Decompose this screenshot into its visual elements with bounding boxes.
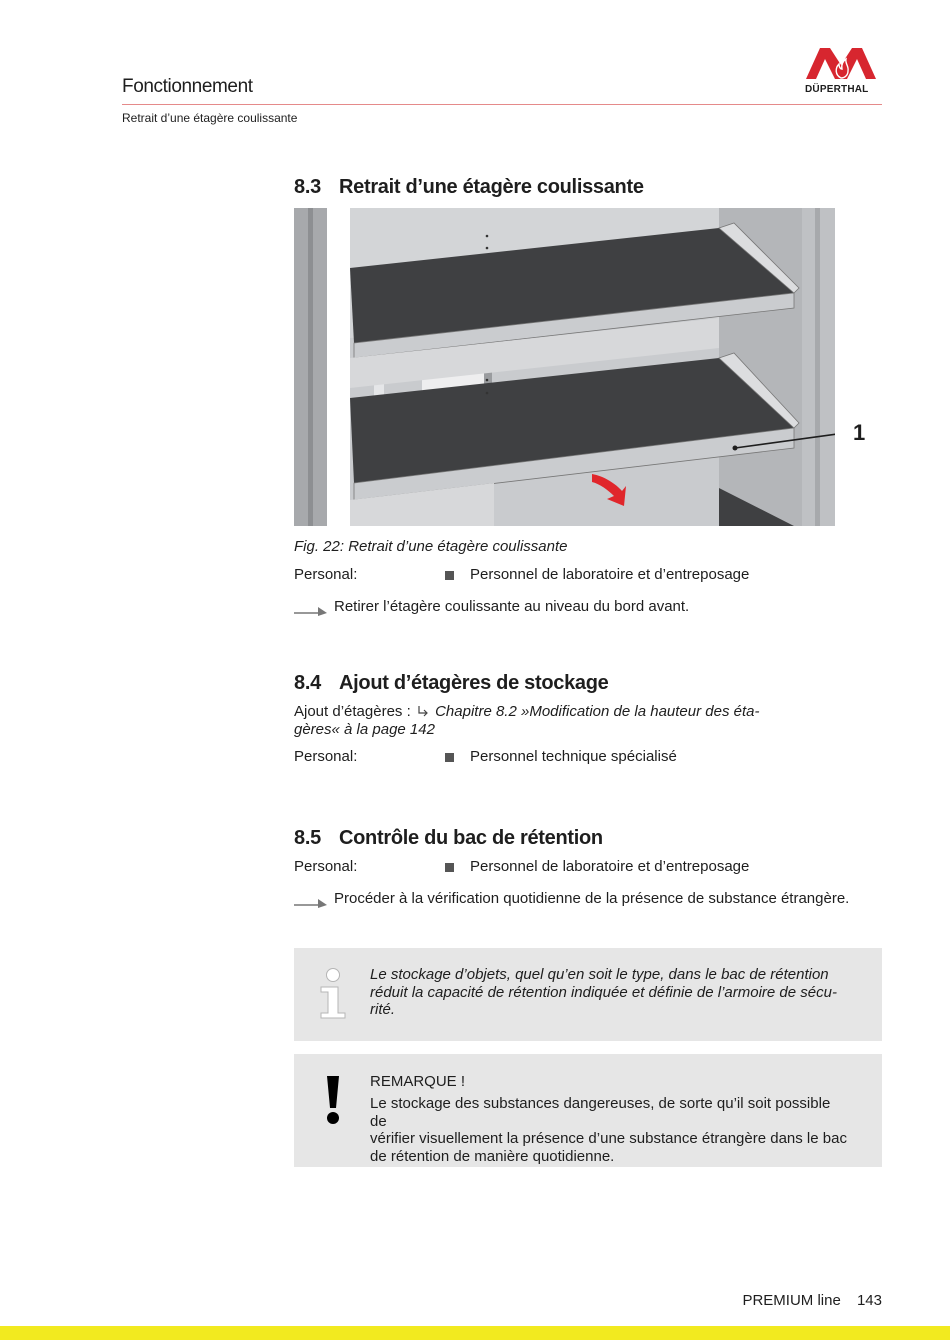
product-name: PREMIUM line xyxy=(742,1292,841,1309)
step-text: Retirer l’étagère coulissante au niveau du bord avant. xyxy=(334,598,690,615)
figure-callout-number: 1 xyxy=(853,420,866,445)
info-box xyxy=(294,948,882,1041)
header-divider xyxy=(122,104,882,105)
info-text-line: rité. xyxy=(370,1001,396,1018)
brand-logo xyxy=(802,45,880,97)
step-arrow-icon xyxy=(294,606,328,616)
note-text-line: de rétention de manière quotidienne. xyxy=(370,1147,615,1165)
note-box xyxy=(294,1054,882,1167)
step-text: Procéder à la vérification quotidienne de la présence de substance étrangère. xyxy=(334,890,850,907)
section-number: 8.4 xyxy=(294,672,321,694)
figure-caption: Fig. 22: Retrait d’une étagère coulissante xyxy=(294,538,568,555)
note-text-line: Le stockage des substances dangereuses, de sorte qu’il soit possible de xyxy=(370,1095,831,1130)
bullet-square-icon xyxy=(445,753,454,762)
personal-label: Personal: xyxy=(294,748,358,765)
page-footer xyxy=(742,1292,882,1309)
section-8-4-heading xyxy=(294,672,608,695)
personal-label: Personal: xyxy=(294,566,358,583)
section-number: 8.3 xyxy=(294,176,321,198)
section-8-5-heading xyxy=(294,827,603,850)
bullet-square-icon xyxy=(445,571,454,580)
step-arrow-icon xyxy=(294,898,328,908)
info-text-line: réduit la capacité de rétention indiquée et définie de l’armoire de sécu- xyxy=(370,983,837,1001)
info-text xyxy=(370,966,850,1019)
reference-link-continued[interactable]: gères« à la page 142 xyxy=(294,721,435,738)
exclamation-icon xyxy=(324,1074,342,1126)
section-title: Retrait d’une étagère coulissante xyxy=(339,176,644,198)
bullet-square-icon xyxy=(445,863,454,872)
flame-logo-icon xyxy=(802,45,880,85)
cross-reference xyxy=(294,703,774,739)
note-text-line: vérifier visuellement la présence d’une substance étrangère dans le bac xyxy=(370,1130,847,1147)
section-title: Contrôle du bac de rétention xyxy=(339,827,603,849)
section-title: Ajout d’étagères de stockage xyxy=(339,672,609,694)
section-number: 8.5 xyxy=(294,827,321,849)
link-arrow-icon xyxy=(417,705,429,717)
personal-value: Personnel de laboratoire et d’entreposage xyxy=(470,566,750,583)
reference-prefix: Ajout d’étagères : xyxy=(294,703,411,720)
info-text-line: Le stockage d’objets, quel qu’en soit le type, dans le bac de rétention xyxy=(370,966,829,983)
section-8-3-heading xyxy=(294,176,644,199)
logo-wordmark: DÜPERTHAL xyxy=(805,84,869,95)
note-text xyxy=(370,1095,850,1165)
reference-link[interactable]: Chapitre 8.2 »Modification de la hauteur des éta- xyxy=(435,703,760,720)
personal-value: Personnel de laboratoire et d’entreposage xyxy=(470,858,750,875)
page-header-subtitle: Retrait d’une étagère coulissante xyxy=(122,111,298,125)
note-heading: REMARQUE ! xyxy=(370,1073,466,1090)
personal-label: Personal: xyxy=(294,858,358,875)
info-icon xyxy=(318,967,348,1021)
personal-value: Personnel technique spécialisé xyxy=(470,748,677,765)
page-number: 143 xyxy=(856,1292,882,1309)
page-header-title: Fonctionnement xyxy=(122,76,253,97)
footer-color-bar xyxy=(0,1326,950,1340)
shelf-illustration xyxy=(294,208,835,526)
